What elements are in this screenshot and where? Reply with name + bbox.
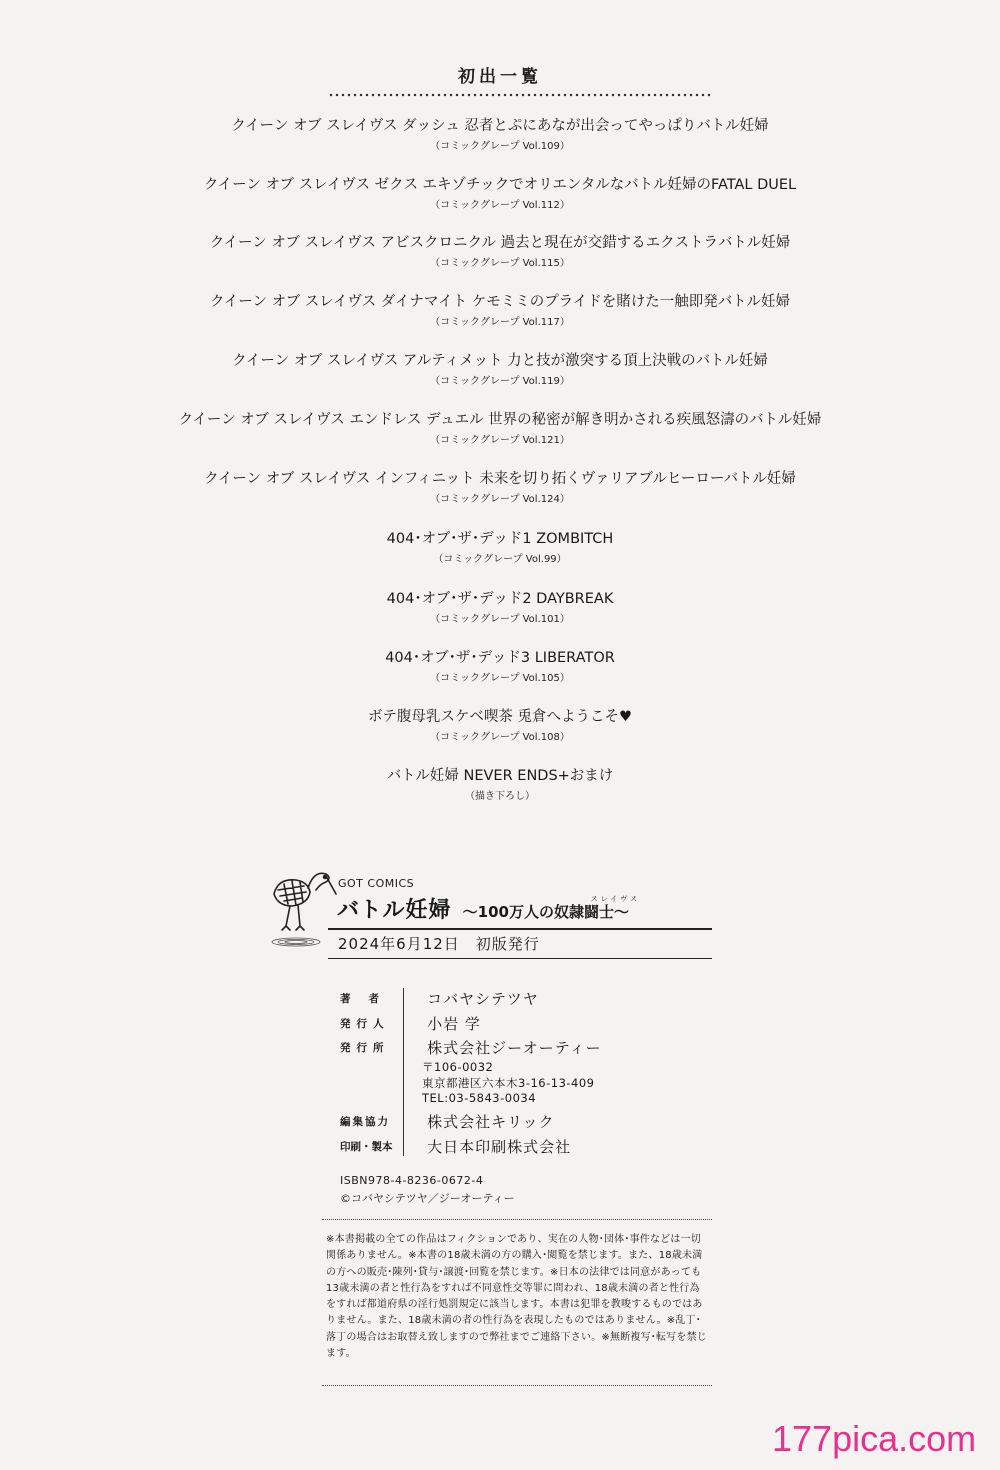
entry-source: （コミックグレープ Vol.108）: [430, 732, 570, 743]
street-address: 東京都港区六本木3-16-13-409: [422, 1076, 595, 1090]
credit-value: 大日本印刷株式会社: [427, 1138, 572, 1156]
imprint-label: GOT COMICS: [338, 877, 415, 890]
credit-label: 編集協力: [340, 1116, 390, 1128]
book-title: バトル妊婦: [337, 898, 452, 923]
credit-value: 株式会社キリック: [427, 1113, 555, 1131]
credit-value: コバヤシテツヤ: [427, 990, 539, 1008]
legal-notice: ※本書掲載の全ての作品はフィクションであり、実在の人物･団体･事件などは一切関係ありません。※本書の18歳未満の方の購入･閲覧を禁じます。また、18歳未満の方への販売･陳列･貸与･譲渡･回覧を禁じます。※日本の法律では同意があっても13歳未満の者と性行為をすれば不同意性交等罪に問われ、18歳未満の者と性行為をすれば都道府県の淫行処罰規定に該当します。本書は犯罪を教唆するものではありません。また、18歳未満の者の性行為を表現したものではありません。※乱丁･落丁の場合はお取替え致しますので弊社までご連絡下さい。※無断複写･転写を禁じます。: [326, 1234, 707, 1360]
entry-source: （コミックグレープ Vol.124）: [430, 494, 570, 505]
credit-value: 株式会社ジーオーティー: [427, 1039, 602, 1057]
credit-row: [340, 1111, 555, 1132]
entry-source: （コミックグレープ Vol.119）: [430, 376, 570, 387]
entry-source: （コミックグレープ Vol.117）: [430, 317, 570, 328]
credit-row: [340, 1136, 571, 1157]
entry-title: ボテ腹母乳スケベ喫茶 兎倉へようこそ♥: [367, 709, 633, 725]
credit-label: 発行所: [340, 1042, 390, 1054]
entry-title: クイーン オブ スレイヴス ダッシュ 忍者とぷにあなが出会ってやっぱりバトル妊婦: [231, 118, 769, 134]
telephone: TEL:03-5843-0034: [422, 1091, 537, 1105]
first-publication-heading: 初出一覧: [458, 67, 542, 87]
entry-title: 404･オブ･ザ･デッド3 LIBERATOR: [385, 650, 615, 666]
entry-source: （コミックグレープ Vol.99）: [433, 554, 567, 565]
list-item: [0, 468, 1000, 508]
list-item: [0, 174, 1000, 214]
credit-value: 小岩 学: [427, 1015, 481, 1033]
list-item: [0, 588, 1000, 628]
postal-code: 〒106-0032: [422, 1060, 494, 1074]
entry-source: （コミックグレープ Vol.101）: [430, 614, 570, 625]
entry-title: クイーン オブ スレイヴス ダイナマイト ケモミミのプライドを賭けた一触即発バトル妊婦: [209, 294, 791, 310]
list-item: [0, 765, 1000, 805]
entry-source: （コミックグレープ Vol.105）: [430, 673, 570, 684]
entry-title: クイーン オブ スレイヴス アルティメット 力と技が激突する頂上決戦のバトル妊婦: [232, 353, 768, 369]
entry-title: バトル妊婦 NEVER ENDS+おまけ: [386, 768, 614, 784]
copyright: ©コバヤシテツヤ／ジーオーティー: [340, 1192, 515, 1205]
entry-source: （コミックグレープ Vol.112）: [430, 200, 570, 211]
entry-title: 404･オブ･ザ･デッド1 ZOMBITCH: [386, 531, 614, 547]
entry-title: クイーン オブ スレイヴス エンドレス デュエル 世界の秘密が解き明かされる疾風怒濤のバトル妊婦: [178, 412, 822, 428]
entry-title: クイーン オブ スレイヴス アビスクロニクル 過去と現在が交錯するエクストラバトル妊婦: [209, 235, 791, 251]
entry-title: クイーン オブ スレイヴス インフィニット 未来を切り拓くヴァリアブルヒーローバトル妊婦: [204, 471, 796, 487]
dotted-divider: [328, 93, 712, 97]
credit-row: [340, 1013, 481, 1034]
book-subtitle-wrap: [462, 895, 641, 921]
entry-title: クイーン オブ スレイヴス ゼクス エキゾチックでオリエンタルなバトル妊婦のFATAL DUEL: [203, 177, 797, 193]
book-subtitle: ～100万人の奴隷闘士～: [462, 903, 629, 921]
list-item: [0, 647, 1000, 687]
list-item: [0, 232, 1000, 272]
entry-source: （コミックグレープ Vol.121）: [430, 435, 570, 446]
list-item: [0, 291, 1000, 331]
list-item: [0, 115, 1000, 155]
credit-row: [340, 988, 539, 1009]
list-item: [0, 409, 1000, 449]
entry-title: 404･オブ･ザ･デッド2 DAYBREAK: [386, 591, 614, 607]
site-watermark: 177pica.com: [772, 1418, 977, 1459]
entry-source: （コミックグレープ Vol.115）: [430, 258, 570, 269]
subtitle-ruby: スレイヴス: [590, 895, 641, 903]
credit-label: 著者: [340, 993, 397, 1005]
credit-row: [340, 1037, 602, 1058]
list-item: [0, 706, 1000, 746]
divider: [328, 928, 712, 930]
list-item: [0, 528, 1000, 568]
entry-source: （描き下ろし）: [465, 791, 535, 802]
book-title-row: [337, 893, 641, 924]
divider: [328, 958, 712, 959]
legal-notice-box: [322, 1219, 712, 1386]
bird-logo-icon: [268, 860, 338, 948]
credit-label: 発行人: [340, 1018, 390, 1030]
isbn: ISBN978-4-8236-0672-4: [340, 1174, 484, 1187]
entry-source: （コミックグレープ Vol.109）: [430, 141, 570, 152]
publication-date: 2024年6月12日 初版発行: [338, 935, 540, 953]
credit-label: 印刷・製本: [340, 1141, 393, 1153]
list-item: [0, 350, 1000, 390]
